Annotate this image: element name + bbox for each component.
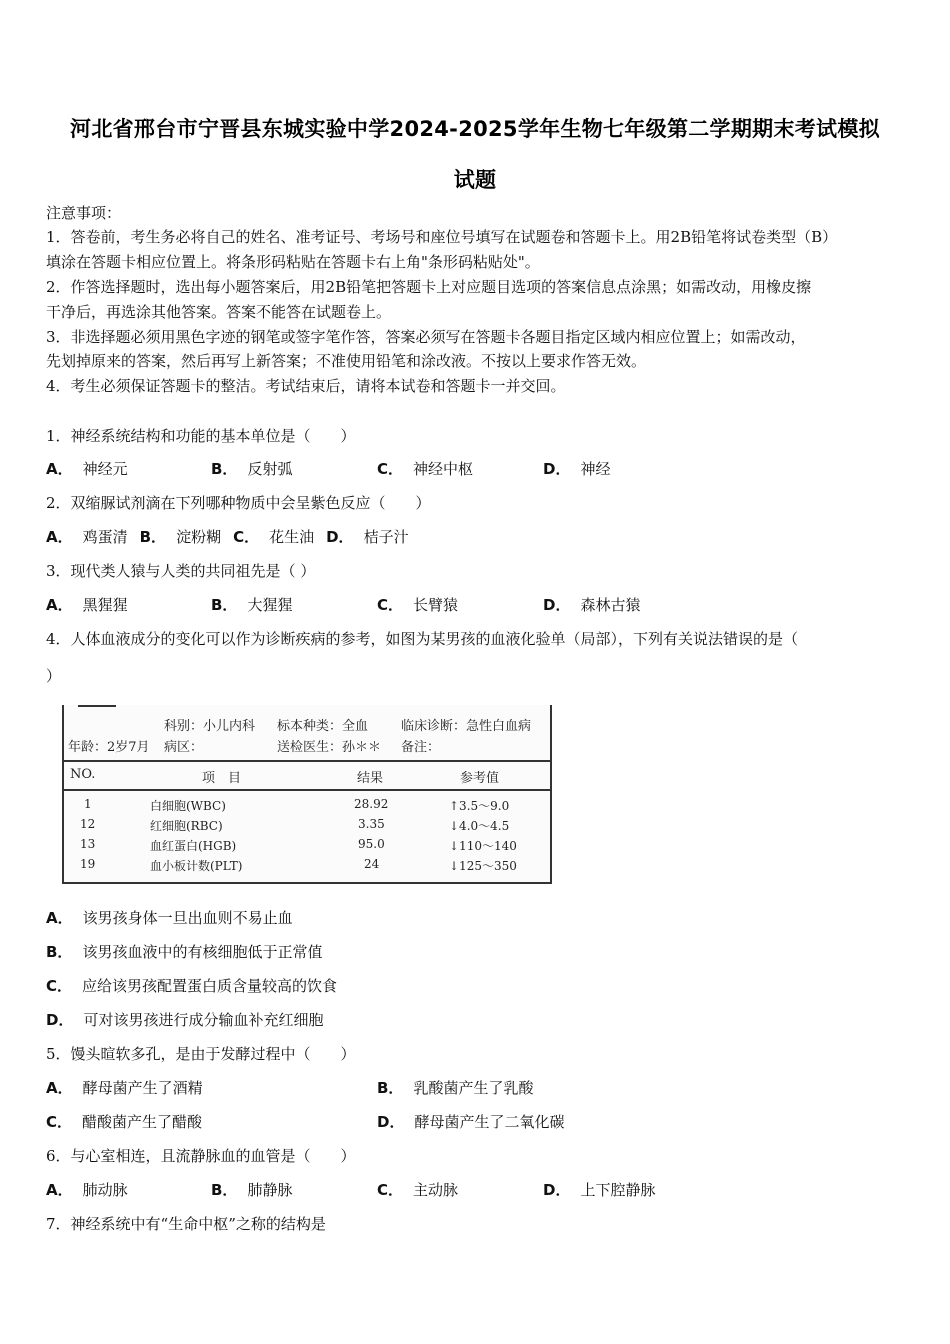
report-row-result: 24	[364, 857, 380, 871]
notice-line: 填涂在答题卡相应位置上。将条形码粘贴在答题卡右上角"条形码粘贴处"。	[46, 253, 540, 271]
report-col-ref: 参考值	[460, 771, 500, 786]
q4-option-d: D． 可对该男孩进行成分输血补充红细胞	[46, 1011, 324, 1029]
report-row-item: 血小板计数(PLT)	[150, 859, 243, 873]
report-col-no: NO.	[70, 767, 96, 782]
report-col-item: 项 目	[202, 771, 242, 786]
report-row-ref: ↓110～140	[449, 839, 517, 853]
q5-option-c: C． 醋酸菌产生了醋酸	[46, 1113, 203, 1131]
q6-option-b: B． 肺静脉	[211, 1181, 293, 1199]
report-row-item: 血红蛋白(HGB)	[150, 839, 237, 853]
notice-heading: 注意事项：	[46, 204, 122, 222]
q5-option-d: D． 酵母菌产生了二氧化碳	[377, 1113, 565, 1131]
q5-option-a: A． 酵母菌产生了酒精	[46, 1079, 203, 1097]
report-remarks: 备注：	[401, 740, 441, 755]
exam-title-line2: 试题	[453, 168, 497, 192]
notice-line: 先划掉原来的答案，然后再写上新答案；不准使用铅笔和涂改液。不按以上要求作答无效。	[46, 352, 647, 370]
q4-option-b: B． 该男孩血液中的有核细胞低于正常值	[46, 943, 323, 961]
report-row-ref: ↓4.0～4.5	[449, 819, 510, 833]
blood-test-report-image	[62, 705, 552, 884]
report-row-result: 95.0	[358, 837, 385, 851]
q3-option-a: A． 黑猩猩	[46, 596, 128, 614]
q6-option-a: A． 肺动脉	[46, 1181, 128, 1199]
question-2-stem: 2．双缩脲试剂滴在下列哪种物质中会呈紫色反应（ ）	[46, 494, 431, 512]
q3-option-d: D． 森林古猿	[543, 596, 641, 614]
q1-option-a: A． 神经元	[46, 460, 128, 478]
q3-option-b: B． 大猩猩	[211, 596, 293, 614]
report-row-no: 19	[80, 857, 96, 871]
notice-line: 干净后，再选涂其他答案。答案不能答在试题卷上。	[46, 303, 392, 321]
report-row-ref: ↑3.5～9.0	[449, 799, 510, 813]
report-row-no: 12	[80, 817, 96, 831]
question-1-stem: 1．神经系统结构和功能的基本单位是（ ）	[46, 427, 356, 445]
q3-option-c: C． 长臂猿	[377, 596, 459, 614]
exam-title-line1: 河北省邢台市宁晋县东城实验中学2024-2025学年生物七年级第二学期期末考试模拟	[70, 117, 880, 141]
report-row-result: 3.35	[358, 817, 385, 831]
q5-option-b: B． 乳酸菌产生了乳酸	[377, 1079, 534, 1097]
report-row-ref: ↓125～350	[449, 859, 517, 873]
question-3-stem: 3．现代类人猿与人类的共同祖先是（ ）	[46, 562, 316, 580]
notice-line: 1．答卷前，考生务必将自己的姓名、准考证号、考场号和座位号填写在试题卷和答题卡上。用2B铅笔将试卷类型（B）	[46, 228, 838, 246]
report-age: 年龄：2岁7月	[68, 740, 150, 755]
report-row-no: 1	[84, 797, 92, 811]
q6-option-c: C． 主动脉	[377, 1181, 459, 1199]
q1-option-c: C． 神经中枢	[377, 460, 474, 478]
question-6-stem: 6．与心室相连，且流静脉血的血管是（ ）	[46, 1147, 356, 1165]
q4-option-c: C． 应给该男孩配置蛋白质含量较高的饮食	[46, 977, 338, 995]
notice-line: 3．非选择题必须用黑色字迹的钢笔或签字笔作答，答案必须写在答题卡各题目指定区域内相应位置上；如需改动，	[46, 328, 806, 346]
report-top-edge	[78, 705, 116, 707]
report-row-result: 28.92	[354, 797, 389, 811]
report-doctor: 送检医生：孙＊＊	[277, 740, 382, 755]
report-divider	[64, 789, 550, 791]
report-row-no: 13	[80, 837, 96, 851]
notice-line: 2．作答选择题时，选出每小题答案后，用2B铅笔把答题卡上对应题目选项的答案信息点涂黑；如需改动，用橡皮擦	[46, 278, 812, 296]
q1-option-d: D． 神经	[543, 460, 611, 478]
report-ward: 病区：	[164, 740, 204, 755]
question-4-stem-cont: ）	[46, 667, 62, 685]
report-row-item: 红细胞(RBC)	[150, 819, 223, 833]
q6-option-d: D． 上下腔静脉	[543, 1181, 656, 1199]
notice-line: 4．考生必须保证答题卡的整洁。考试结束后，请将本试卷和答题卡一并交回。	[46, 377, 566, 395]
question-7-stem: 7．神经系统中有“生命中枢”之称的结构是	[46, 1215, 326, 1233]
q1-option-b: B． 反射弧	[211, 460, 293, 478]
question-5-stem: 5．馒头暄软多孔，是由于发酵过程中（ ）	[46, 1045, 356, 1063]
report-specimen: 标本种类：全血	[277, 719, 369, 734]
report-diagnosis: 临床诊断：急性白血病	[401, 719, 532, 734]
report-divider	[64, 760, 550, 762]
q2-options: A． 鸡蛋清 B． 淀粉糊 C． 花生油 D． 桔子汁	[46, 528, 409, 546]
q4-option-a: A． 该男孩身体一旦出血则不易止血	[46, 909, 293, 927]
report-row-item: 白细胞(WBC)	[150, 799, 226, 813]
report-col-result: 结果	[357, 771, 384, 786]
report-dept: 科别：小儿内科	[164, 719, 256, 734]
question-4-stem: 4．人体血液成分的变化可以作为诊断疾病的参考，如图为某男孩的血液化验单（局部），下列有关说法错误的是（	[46, 630, 799, 648]
